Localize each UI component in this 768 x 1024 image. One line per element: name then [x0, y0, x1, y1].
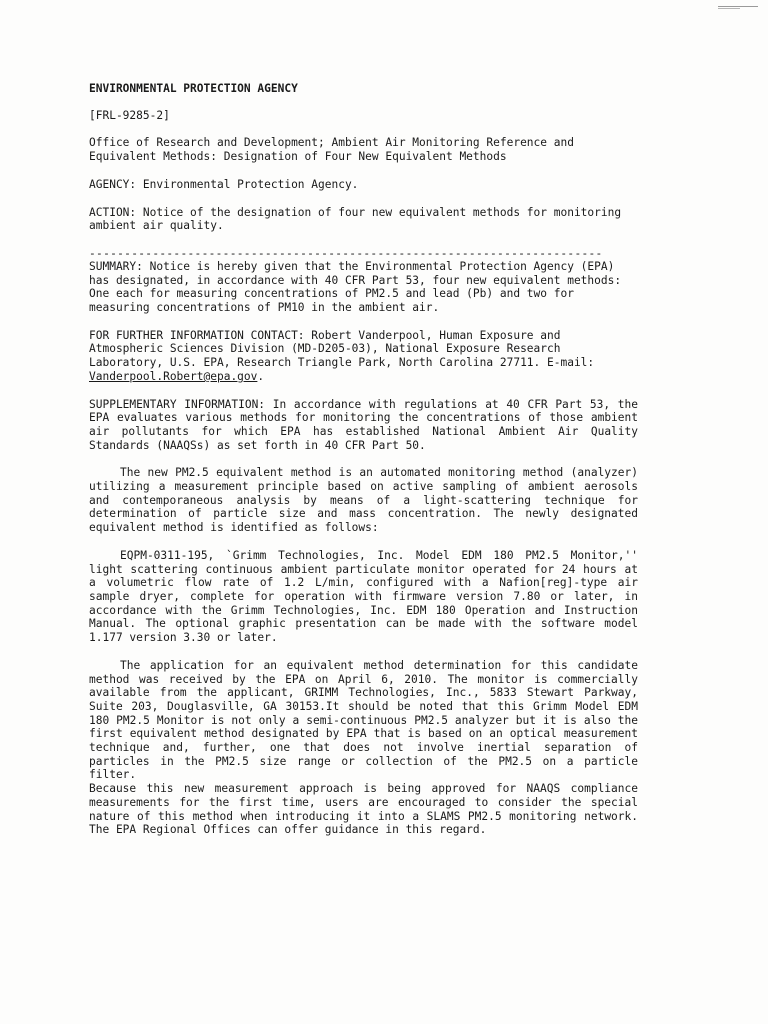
action-line: ACTION: Notice of the designation of four new equivalent methods for monitoring ambient air quality. — [89, 205, 622, 233]
supplementary-paragraph: SUPPLEMENTARY INFORMATION: In accordance with regulations at 40 CFR Part 53, the EPA evaluates various methods for monitoring the concentrations of those ambient air pollutants for which EPA has established National Ambient Air Quality Standards (NAAQSs) as set forth in 40 CFR Part 50. — [89, 397, 638, 452]
agency-heading: ENVIRONMENTAL PROTECTION AGENCY — [89, 82, 298, 95]
agency-line: AGENCY: Environmental Protection Agency. — [89, 177, 359, 191]
application-paragraph: The application for an equivalent method determination for this candidate method was received by the EPA on April 6, 2010. The monitor is commercially available from the applicant, GRIMM Technologies, Inc., 5833 Stewart Parkway, Suite 203, Douglasville, GA 30153.It should be noted that this Grimm Model EDM 180 PM2.5 Monitor is not only a semi-continuous PM2.5 analyzer but it is also the first equivalent method designated by EPA that is based on an optical measurement technique and, further, one that does not involve inertial separation of particles in the PM2.5 size range or collection of the PM2.5 on a particle filter. — [89, 658, 638, 782]
eqpm-paragraph: EQPM-0311-195, `Grimm Technologies, Inc. Model EDM 180 PM2.5 Monitor,'' light scattering continuous ambient particulate monitor operated for 24 hours at a volumetric flow rate of 1.2 L/min, configured with a Nafion[reg]-type air sample dryer, complete for operation with firmware version 7.80 or later, in accordance with the Grimm Technologies, Inc. EDM 180 Operation and Instruction Manual. The optional graphic presentation can be made with the software model 1.177 version 3.30 or later. — [89, 548, 638, 645]
scan-artifact — [718, 6, 758, 7]
contact-end: . — [257, 369, 265, 383]
frl-number: [FRL-9285-2] — [89, 108, 170, 122]
scan-artifact — [718, 8, 740, 9]
divider-line: ------------------------------------------------------------------------- — [89, 246, 603, 260]
contact-paragraph — [89, 329, 638, 384]
because-paragraph: Because this new measurement approach is being approved for NAAQS compliance measurements for the first time, users are encouraged to consider the special nature of this method when introducing it into a SLAMS PM2.5 monitoring network. The EPA Regional Offices can offer guidance in this regard. — [89, 782, 638, 837]
contact-email-link[interactable]: Vanderpool.Robert@epa.gov — [89, 369, 258, 383]
new-method-paragraph: The new PM2.5 equivalent method is an automated monitoring method (analyzer) utilizing a measurement principle based on active sampling of ambient aerosols and contemporaneous analysis by means of a light-scattering technique for determination of particle size and mass concentration. The newly designated equivalent method is identified as follows: — [89, 466, 638, 535]
contact-text: FOR FURTHER INFORMATION CONTACT: Robert Vanderpool, Human Exposure and Atmospheric Sciences Division (MD-D205-03), National Exposure Research Laboratory, U.S. EPA, Research Triangle Park, North Carolina 27711. E-mail: — [89, 328, 595, 370]
notice-title: Office of Research and Development; Ambient Air Monitoring Reference and Equivalent Methods: Designation of Four New Equivalent Methods — [89, 136, 574, 164]
summary-paragraph: SUMMARY: Notice is hereby given that the Environmental Protection Agency (EPA) has designated, in accordance with 40 CFR Part 53, four new equivalent methods: One each for measuring concentrations of PM2.5 and lead (Pb) and two for measuring concentrations of PM10 in the ambient air. — [89, 259, 622, 315]
document-body — [89, 82, 638, 837]
